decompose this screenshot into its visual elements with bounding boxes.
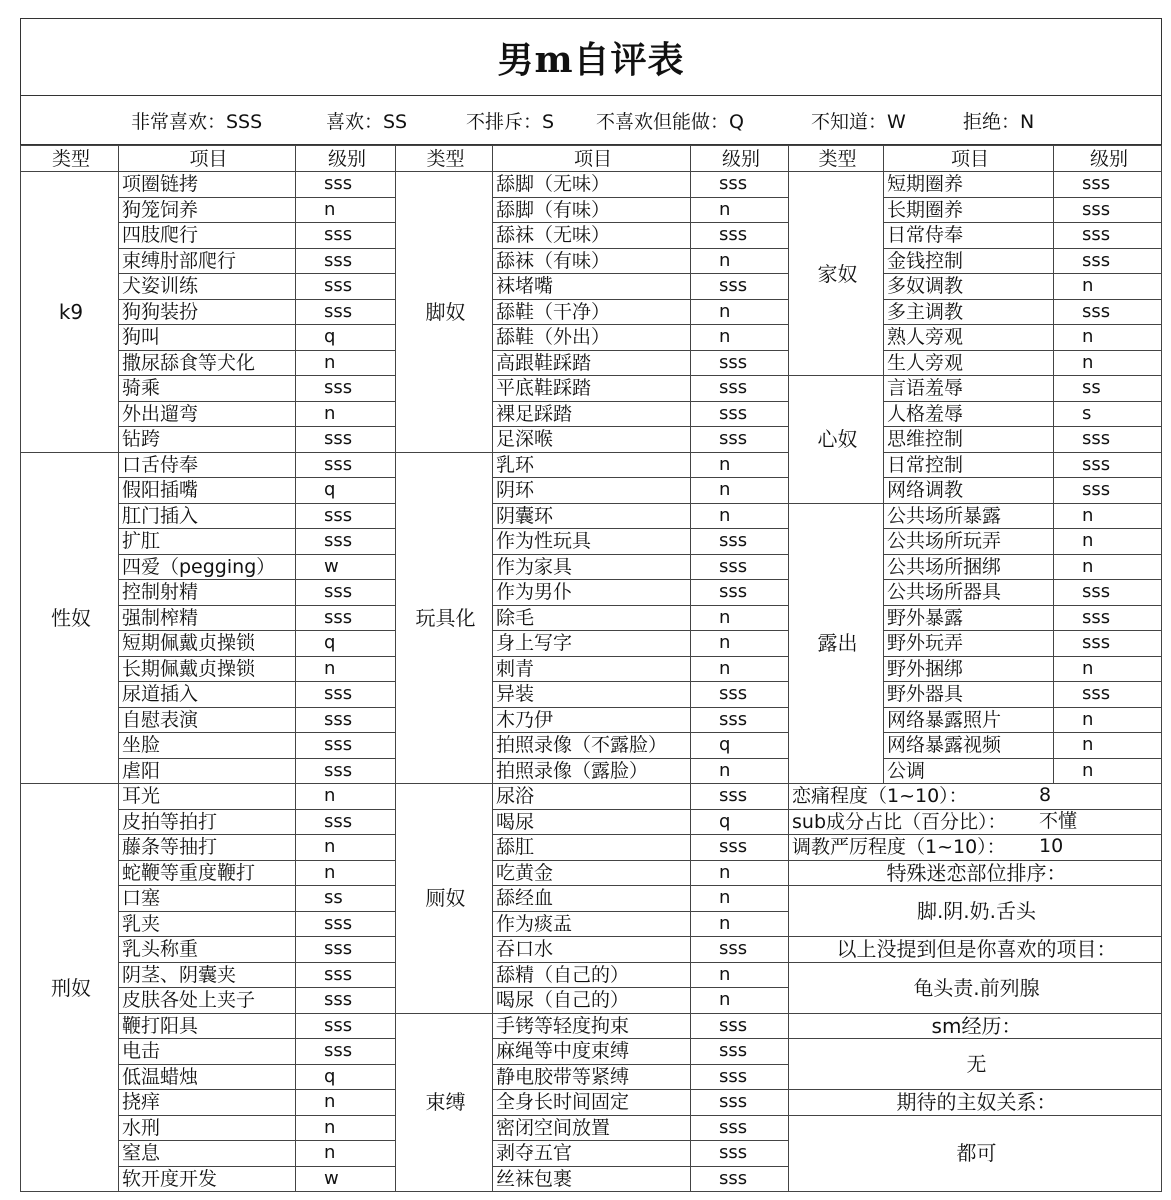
item-name: 狗狗装扮 <box>119 299 296 325</box>
extra-text: 以上没提到但是你喜欢的项目： <box>789 937 1162 963</box>
item-level: w <box>296 554 396 580</box>
item-name: 肛门插入 <box>119 503 296 529</box>
item-level: sss <box>296 452 396 478</box>
item-level: n <box>691 248 789 274</box>
item-name: 网络暴露视频 <box>884 733 1054 759</box>
item-level: n <box>691 631 789 657</box>
item-name: 水刑 <box>119 1115 296 1141</box>
extra-text: 龟头责.前列腺 <box>789 962 1162 1013</box>
item-name: 舔鞋（外出） <box>493 325 691 351</box>
item-name: 口塞 <box>119 886 296 912</box>
item-name: 四肢爬行 <box>119 223 296 249</box>
header-row <box>21 146 1162 172</box>
item-name: 长期佩戴贞操锁 <box>119 656 296 682</box>
legend-sss: 非常喜欢：SSS <box>131 110 263 133</box>
item-name: 口舌侍奉 <box>119 452 296 478</box>
item-level: sss <box>296 707 396 733</box>
item-name: 蛇鞭等重度鞭打 <box>119 860 296 886</box>
category-cell: k9 <box>21 172 119 453</box>
item-level: n <box>296 656 396 682</box>
extra-label: 恋痛程度（1~10）： <box>792 785 968 808</box>
item-level: n <box>691 860 789 886</box>
item-level: sss <box>296 274 396 300</box>
item-level: ss <box>296 886 396 912</box>
item-level: s <box>1054 401 1162 427</box>
item-level: sss <box>296 988 396 1014</box>
item-name: 作为性玩具 <box>493 529 691 555</box>
item-name: 乳头称重 <box>119 937 296 963</box>
item-level: sss <box>296 580 396 606</box>
category-cell: 玩具化 <box>396 452 493 784</box>
item-level: sss <box>691 401 789 427</box>
item-level: n <box>691 299 789 325</box>
table-row <box>21 350 1162 376</box>
item-level: sss <box>1054 478 1162 504</box>
item-level: sss <box>691 835 789 861</box>
item-level: sss <box>296 503 396 529</box>
item-level: sss <box>691 580 789 606</box>
item-level: n <box>1054 707 1162 733</box>
item-level: sss <box>296 376 396 402</box>
category-cell: 脚奴 <box>396 172 493 453</box>
item-level: sss <box>1054 197 1162 223</box>
header-item: 项目 <box>119 146 296 172</box>
item-level: n <box>1054 325 1162 351</box>
item-level: n <box>296 401 396 427</box>
header-level: 级别 <box>296 146 396 172</box>
table-row <box>21 860 1162 886</box>
item-name: 金钱控制 <box>884 248 1054 274</box>
item-name: 坐脸 <box>119 733 296 759</box>
table-row <box>21 554 1162 580</box>
item-name: 撒尿舔食等犬化 <box>119 350 296 376</box>
item-level: sss <box>1054 682 1162 708</box>
table-row <box>21 707 1162 733</box>
item-name: 骑乘 <box>119 376 296 402</box>
item-name: 狗笼饲养 <box>119 197 296 223</box>
item-name: 电击 <box>119 1039 296 1065</box>
item-name: 舔袜（无味） <box>493 223 691 249</box>
item-name: 野外捆绑 <box>884 656 1054 682</box>
item-name: 公共场所器具 <box>884 580 1054 606</box>
item-level: n <box>296 197 396 223</box>
item-name: 麻绳等中度束缚 <box>493 1039 691 1065</box>
item-level: sss <box>1054 631 1162 657</box>
rating-table <box>20 145 1162 1192</box>
table-row <box>21 529 1162 555</box>
item-level: sss <box>296 733 396 759</box>
item-level: sss <box>296 427 396 453</box>
item-level: n <box>691 988 789 1014</box>
item-level: q <box>296 478 396 504</box>
item-name: 尿浴 <box>493 784 691 810</box>
item-name: 强制榨精 <box>119 605 296 631</box>
item-level: n <box>296 860 396 886</box>
item-name: 项圈链拷 <box>119 172 296 198</box>
table-row <box>21 452 1162 478</box>
item-name: 软开度开发 <box>119 1166 296 1192</box>
item-name: 藤条等抽打 <box>119 835 296 861</box>
item-level: sss <box>691 1141 789 1167</box>
rating-legend <box>21 96 1161 145</box>
item-level: sss <box>691 554 789 580</box>
item-name: 吃黄金 <box>493 860 691 886</box>
item-name: 皮拍等拍打 <box>119 809 296 835</box>
item-level: n <box>1054 758 1162 784</box>
table-row <box>21 248 1162 274</box>
item-name: 挠痒 <box>119 1090 296 1116</box>
item-name: 网络暴露照片 <box>884 707 1054 733</box>
item-level: n <box>296 1090 396 1116</box>
table-row <box>21 427 1162 453</box>
item-name: 舔脚（无味） <box>493 172 691 198</box>
item-name: 犬姿训练 <box>119 274 296 300</box>
form-frame <box>20 18 1162 145</box>
extra-text: 无 <box>789 1039 1162 1090</box>
item-level: n <box>1054 350 1162 376</box>
item-level: sss <box>691 1166 789 1192</box>
item-name: 木乃伊 <box>493 707 691 733</box>
item-level: n <box>691 886 789 912</box>
table-row <box>21 478 1162 504</box>
item-name: 手铐等轻度拘束 <box>493 1013 691 1039</box>
item-level: n <box>691 911 789 937</box>
table-row <box>21 1090 1162 1116</box>
item-level: w <box>296 1166 396 1192</box>
item-level: sss <box>296 529 396 555</box>
item-name: 阴囊环 <box>493 503 691 529</box>
item-level: sss <box>691 1039 789 1065</box>
item-name: 平底鞋踩踏 <box>493 376 691 402</box>
table-row <box>21 376 1162 402</box>
table-row <box>21 605 1162 631</box>
item-name: 熟人旁观 <box>884 325 1054 351</box>
item-name: 鞭打阳具 <box>119 1013 296 1039</box>
item-level: sss <box>691 1115 789 1141</box>
item-level: n <box>296 1115 396 1141</box>
item-level: sss <box>691 784 789 810</box>
item-level: sss <box>296 223 396 249</box>
category-cell: 束缚 <box>396 1013 493 1192</box>
item-level: ss <box>1054 376 1162 402</box>
item-name: 思维控制 <box>884 427 1054 453</box>
item-level: n <box>691 962 789 988</box>
item-level: n <box>1054 529 1162 555</box>
item-level: sss <box>1054 172 1162 198</box>
extra-field <box>789 784 1162 810</box>
extra-text: 脚.阴.奶.舌头 <box>789 886 1162 937</box>
item-name: 舔脚（有味） <box>493 197 691 223</box>
item-level: n <box>296 350 396 376</box>
item-name: 异装 <box>493 682 691 708</box>
legend-s: 不排斥：S <box>466 110 555 133</box>
item-name: 全身长时间固定 <box>493 1090 691 1116</box>
item-level: n <box>296 784 396 810</box>
item-level: sss <box>296 809 396 835</box>
item-level: n <box>296 1141 396 1167</box>
table-row <box>21 631 1162 657</box>
table-row <box>21 299 1162 325</box>
item-name: 公共场所玩弄 <box>884 529 1054 555</box>
item-name: 皮肤各处上夹子 <box>119 988 296 1014</box>
table-row <box>21 937 1162 963</box>
item-name: 舔经血 <box>493 886 691 912</box>
item-level: n <box>1054 503 1162 529</box>
item-level: sss <box>691 937 789 963</box>
item-level: sss <box>691 427 789 453</box>
item-name: 多奴调教 <box>884 274 1054 300</box>
item-level: sss <box>691 1064 789 1090</box>
item-level: sss <box>296 172 396 198</box>
item-level: sss <box>691 1013 789 1039</box>
table-row <box>21 758 1162 784</box>
table-row <box>21 835 1162 861</box>
header-item: 项目 <box>493 146 691 172</box>
item-level: sss <box>1054 248 1162 274</box>
item-name: 短期佩戴贞操锁 <box>119 631 296 657</box>
table-row <box>21 274 1162 300</box>
extra-value: 不懂 <box>1039 809 1078 832</box>
item-name: 低温蜡烛 <box>119 1064 296 1090</box>
legend-n: 拒绝：N <box>963 110 1035 133</box>
header-type: 类型 <box>396 146 493 172</box>
item-name: 拍照录像（露脸） <box>493 758 691 784</box>
extra-value: 8 <box>1039 784 1052 806</box>
item-name: 野外暴露 <box>884 605 1054 631</box>
category-cell: 性奴 <box>21 452 119 784</box>
item-level: sss <box>296 911 396 937</box>
item-level: n <box>691 478 789 504</box>
item-name: 生人旁观 <box>884 350 1054 376</box>
item-level: sss <box>296 758 396 784</box>
table-row <box>21 1115 1162 1141</box>
item-name: 狗叫 <box>119 325 296 351</box>
item-level: sss <box>691 350 789 376</box>
table-row <box>21 1039 1162 1065</box>
extra-label: 调教严厉程度（1~10）： <box>792 836 1006 859</box>
item-level: n <box>1054 274 1162 300</box>
table-row <box>21 197 1162 223</box>
extra-text: 特殊迷恋部位排序： <box>789 860 1162 886</box>
item-level: sss <box>296 682 396 708</box>
table-row <box>21 172 1162 198</box>
item-level: n <box>1054 733 1162 759</box>
item-name: 日常控制 <box>884 452 1054 478</box>
extra-label: sub成分占比（百分比）： <box>792 810 1007 833</box>
item-name: 野外玩弄 <box>884 631 1054 657</box>
item-level: q <box>691 809 789 835</box>
item-level: sss <box>296 1013 396 1039</box>
item-name: 束缚肘部爬行 <box>119 248 296 274</box>
item-level: sss <box>1054 427 1162 453</box>
item-name: 扩肛 <box>119 529 296 555</box>
item-level: q <box>296 631 396 657</box>
item-name: 自慰表演 <box>119 707 296 733</box>
item-name: 公调 <box>884 758 1054 784</box>
item-level: n <box>691 656 789 682</box>
table-row <box>21 503 1162 529</box>
item-name: 静电胶带等紧缚 <box>493 1064 691 1090</box>
item-name: 刺青 <box>493 656 691 682</box>
item-name: 长期圈养 <box>884 197 1054 223</box>
item-name: 舔袜（有味） <box>493 248 691 274</box>
item-level: n <box>296 835 396 861</box>
item-name: 日常侍奉 <box>884 223 1054 249</box>
table-row <box>21 962 1162 988</box>
item-level: sss <box>296 299 396 325</box>
table-row <box>21 682 1162 708</box>
item-name: 尿道插入 <box>119 682 296 708</box>
item-level: q <box>691 733 789 759</box>
item-level: sss <box>1054 452 1162 478</box>
table-row <box>21 809 1162 835</box>
item-name: 喝尿（自己的） <box>493 988 691 1014</box>
item-name: 外出遛弯 <box>119 401 296 427</box>
table-row <box>21 784 1162 810</box>
item-name: 作为痰盂 <box>493 911 691 937</box>
item-name: 多主调教 <box>884 299 1054 325</box>
item-name: 作为家具 <box>493 554 691 580</box>
item-name: 短期圈养 <box>884 172 1054 198</box>
item-name: 吞口水 <box>493 937 691 963</box>
item-name: 公共场所暴露 <box>884 503 1054 529</box>
table-row <box>21 223 1162 249</box>
table-row <box>21 1013 1162 1039</box>
item-name: 足深喉 <box>493 427 691 453</box>
item-level: sss <box>691 707 789 733</box>
item-level: n <box>691 758 789 784</box>
item-level: sss <box>691 223 789 249</box>
extra-field <box>789 835 1162 861</box>
table-row <box>21 325 1162 351</box>
item-level: n <box>691 197 789 223</box>
item-name: 窒息 <box>119 1141 296 1167</box>
item-level: n <box>691 325 789 351</box>
item-name: 四爱（pegging） <box>119 554 296 580</box>
table-row <box>21 580 1162 606</box>
item-level: sss <box>296 1039 396 1065</box>
item-name: 乳环 <box>493 452 691 478</box>
table-row <box>21 886 1162 912</box>
item-name: 虐阳 <box>119 758 296 784</box>
extra-text: sm经历： <box>789 1013 1162 1039</box>
table-row <box>21 656 1162 682</box>
item-level: sss <box>296 248 396 274</box>
item-name: 阴环 <box>493 478 691 504</box>
legend-q: 不喜欢但能做：Q <box>596 110 744 133</box>
item-name: 网络调教 <box>884 478 1054 504</box>
item-level: sss <box>691 1090 789 1116</box>
legend-w: 不知道：W <box>811 110 906 133</box>
item-name: 裸足踩踏 <box>493 401 691 427</box>
item-name: 喝尿 <box>493 809 691 835</box>
item-name: 密闭空间放置 <box>493 1115 691 1141</box>
category-cell: 家奴 <box>789 172 884 376</box>
item-name: 钻跨 <box>119 427 296 453</box>
item-level: sss <box>691 376 789 402</box>
item-name: 丝袜包裹 <box>493 1166 691 1192</box>
extra-text: 都可 <box>789 1115 1162 1192</box>
item-level: sss <box>296 605 396 631</box>
item-name: 身上写字 <box>493 631 691 657</box>
extra-value: 10 <box>1039 835 1064 857</box>
item-level: n <box>1054 656 1162 682</box>
header-level: 级别 <box>1054 146 1162 172</box>
item-level: sss <box>691 172 789 198</box>
item-name: 舔精（自己的） <box>493 962 691 988</box>
header-item: 项目 <box>884 146 1054 172</box>
item-name: 舔肛 <box>493 835 691 861</box>
header-level: 级别 <box>691 146 789 172</box>
item-name: 拍照录像（不露脸） <box>493 733 691 759</box>
item-name: 舔鞋（干净） <box>493 299 691 325</box>
item-name: 剥夺五官 <box>493 1141 691 1167</box>
item-name: 乳夹 <box>119 911 296 937</box>
item-level: sss <box>296 962 396 988</box>
item-level: sss <box>1054 223 1162 249</box>
item-level: n <box>1054 554 1162 580</box>
item-name: 阴茎、阴囊夹 <box>119 962 296 988</box>
item-level: sss <box>1054 605 1162 631</box>
item-name: 言语羞辱 <box>884 376 1054 402</box>
item-level: sss <box>1054 299 1162 325</box>
item-name: 高跟鞋踩踏 <box>493 350 691 376</box>
item-name: 作为男仆 <box>493 580 691 606</box>
item-level: sss <box>296 937 396 963</box>
page-title: 男m自评表 <box>21 19 1161 96</box>
category-cell: 厕奴 <box>396 784 493 1014</box>
extra-text: 期待的主奴关系： <box>789 1090 1162 1116</box>
item-level: sss <box>691 529 789 555</box>
header-type: 类型 <box>21 146 119 172</box>
item-level: q <box>296 1064 396 1090</box>
item-name: 控制射精 <box>119 580 296 606</box>
item-name: 除毛 <box>493 605 691 631</box>
table-row <box>21 401 1162 427</box>
item-level: n <box>691 503 789 529</box>
item-level: sss <box>1054 580 1162 606</box>
item-level: sss <box>691 682 789 708</box>
category-cell: 露出 <box>789 503 884 784</box>
item-name: 公共场所捆绑 <box>884 554 1054 580</box>
item-level: n <box>691 452 789 478</box>
legend-ss: 喜欢：SS <box>326 110 408 133</box>
item-name: 野外器具 <box>884 682 1054 708</box>
item-name: 耳光 <box>119 784 296 810</box>
header-type: 类型 <box>789 146 884 172</box>
item-level: n <box>691 605 789 631</box>
item-name: 假阳插嘴 <box>119 478 296 504</box>
category-cell: 刑奴 <box>21 784 119 1192</box>
extra-field <box>789 809 1162 835</box>
item-level: q <box>296 325 396 351</box>
item-name: 袜堵嘴 <box>493 274 691 300</box>
item-name: 人格羞辱 <box>884 401 1054 427</box>
table-row <box>21 733 1162 759</box>
category-cell: 心奴 <box>789 376 884 504</box>
item-level: sss <box>691 274 789 300</box>
